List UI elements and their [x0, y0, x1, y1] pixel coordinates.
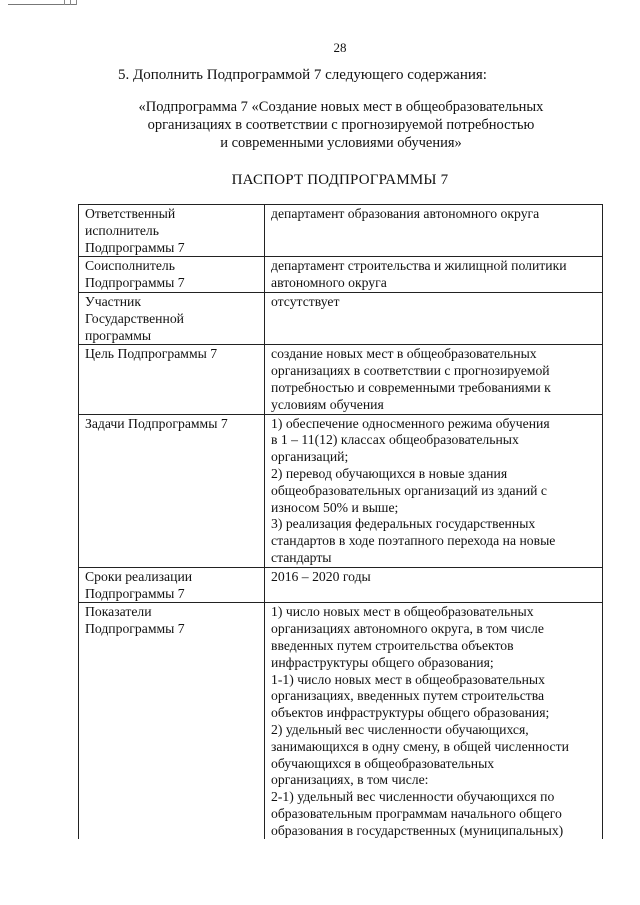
row-label-cell: [79, 567, 265, 603]
row-value-line: организациях автономного округа, в том числе: [271, 621, 544, 637]
row-label-line: Соисполнитель: [85, 258, 175, 274]
row-label-line: Подпрограммы 7: [85, 275, 185, 291]
row-label-line: Участник: [85, 293, 142, 309]
row-value-line: потребностью и современными требованиями к: [271, 379, 551, 395]
row-value-line: 1) обеспечение односменного режима обучения: [271, 415, 550, 431]
row-value-line: условиям обучения: [271, 396, 384, 412]
item-heading: 5. Дополнить Подпрограммой 7 следующего содержания:: [118, 67, 487, 83]
row-label-line: Ответственный: [85, 206, 176, 221]
passport-title: ПАСПОРТ ПОДПРОГРАММЫ 7: [231, 172, 449, 188]
row-value-line: объектов инфраструктуры общего образования;: [271, 705, 550, 721]
row-label-line: Подпрограммы 7: [85, 585, 185, 601]
row-value-line: департамент образования автономного округа: [271, 206, 540, 221]
passport-table-body: [79, 205, 603, 840]
row-value-line: введенных путем строительства объектов: [271, 637, 514, 653]
table-row: [79, 567, 603, 603]
passport-table: [78, 204, 603, 839]
row-label-cell: [79, 603, 265, 840]
row-label-cell: [79, 345, 265, 414]
table-row: [79, 414, 603, 567]
row-label-line: Подпрограммы 7: [85, 239, 185, 255]
table-row: [79, 292, 603, 344]
row-value-line: образования в государственных (муниципальных): [271, 822, 564, 838]
row-value-cell: [265, 414, 603, 567]
subprogram-title-line: «Подпрограмма 7 «Создание новых мест в общеобразовательных: [138, 99, 544, 115]
row-label-line: исполнитель: [85, 222, 159, 238]
row-label-line: Задачи Подпрограммы 7: [85, 415, 228, 431]
row-value-line: 3) реализация федеральных государственных: [271, 516, 536, 532]
row-value-line: создание новых мест в общеобразовательных: [271, 346, 537, 362]
row-value-line: 2-1) удельный вес численности обучающихся по: [271, 789, 555, 805]
row-value-line: образовательным программам начального общего: [271, 805, 562, 821]
row-value-line: 2) удельный вес численности обучающихся,: [271, 721, 529, 737]
scan-corner-marks: [64, 0, 78, 6]
row-value-line: организаций;: [271, 449, 349, 465]
row-label-line: Государственной: [85, 310, 184, 326]
row-value-cell: [265, 205, 603, 257]
table-row: [79, 205, 603, 257]
row-value-line: в 1 – 11(12) классах общеобразовательных: [271, 432, 519, 448]
row-value-line: 1-1) число новых мест в общеобразовательных: [271, 671, 545, 687]
row-value-line: отсутствует: [271, 293, 340, 309]
row-label-line: Сроки реализации: [85, 568, 193, 584]
row-value-line: 2) перевод обучающихся в новые здания: [271, 465, 508, 481]
row-label-line: Показатели: [85, 604, 152, 620]
row-value-line: 1) число новых мест в общеобразовательных: [271, 604, 534, 620]
row-value-line: организациях в соответствии с прогнозируемой: [271, 363, 550, 379]
row-value-line: инфраструктуры общего образования;: [271, 654, 494, 670]
page-number: 28: [333, 40, 347, 55]
row-label-cell: [79, 414, 265, 567]
row-label-line: Цель Подпрограммы 7: [85, 346, 218, 362]
row-label-line: Подпрограммы 7: [85, 621, 185, 637]
row-value-cell: [265, 603, 603, 840]
row-value-line: стандартов в ходе поэтапного перехода на новые: [271, 533, 556, 549]
row-value-line: департамент строительства и жилищной политики: [271, 258, 567, 274]
table-row: [79, 603, 603, 840]
row-value-cell: [265, 257, 603, 293]
row-label-cell: [79, 257, 265, 293]
row-value-line: организациях, в том числе:: [271, 772, 429, 788]
subprogram-title-line: и современными условиями обучения»: [220, 135, 462, 151]
row-value-cell: [265, 567, 603, 603]
row-value-line: 2016 – 2020 годы: [271, 568, 371, 584]
row-label-cell: [79, 205, 265, 257]
row-value-line: стандарты: [271, 549, 332, 565]
row-value-line: общеобразовательных организаций из зданий с: [271, 482, 547, 498]
row-value-line: организациях, введенных путем строительства: [271, 688, 545, 704]
row-value-cell: [265, 345, 603, 414]
table-row: [79, 345, 603, 414]
row-value-line: обучающихся в общеобразовательных: [271, 755, 495, 771]
subprogram-title: [118, 98, 564, 152]
row-value-line: автономного округа: [271, 275, 387, 291]
subprogram-title-line: организациях в соответствии с прогнозируемой потребностью: [147, 117, 535, 133]
row-value-line: занимающихся в одну смену, в общей численности: [271, 738, 569, 754]
row-label-cell: [79, 292, 265, 344]
table-row: [79, 257, 603, 293]
row-value-line: износом 50% и выше;: [271, 499, 399, 515]
row-value-cell: [265, 292, 603, 344]
row-label-line: программы: [85, 327, 152, 343]
